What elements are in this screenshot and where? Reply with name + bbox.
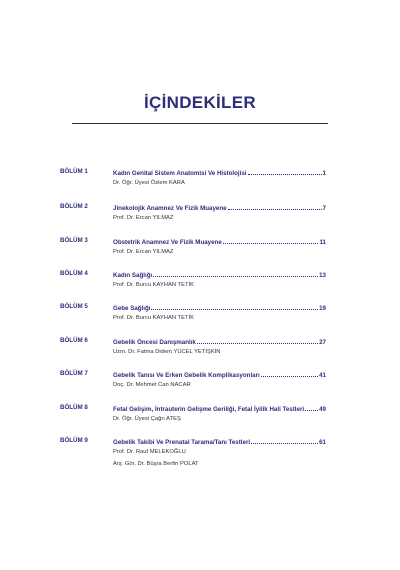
- chapter-title: Gebelik Takibi Ve Prenatal Tarama/Tanı Testleri: [113, 439, 251, 446]
- page-number: 49: [319, 406, 326, 413]
- toc-entry-line[interactable]: [113, 270, 326, 279]
- dot-leader: [197, 343, 318, 344]
- chapter-label: BÖLÜM 4: [60, 270, 88, 277]
- chapter-label: BÖLÜM 5: [60, 303, 88, 310]
- page-title: İÇİNDEKİLER: [144, 93, 256, 112]
- chapter-label: BÖLÜM 3: [60, 237, 88, 244]
- chapter-author: Prof. Dr. Ercan YILMAZ: [113, 249, 174, 255]
- chapter-author: Prof. Dr. Rauf MELEKOĞLU: [113, 449, 186, 455]
- chapter-title: Jinekolojik Anamnez Ve Fizik Muayene: [113, 205, 227, 212]
- dot-leader: [261, 376, 318, 377]
- toc-entry-line[interactable]: [113, 168, 326, 177]
- page-number: 19: [319, 305, 326, 312]
- chapter-title: Gebelik Öncesi Danışmanlık: [113, 339, 196, 346]
- page-number: 41: [319, 372, 326, 379]
- chapter-label: BÖLÜM 8: [60, 404, 88, 411]
- chapter-label: BÖLÜM 1: [60, 168, 88, 175]
- toc-entry-line[interactable]: [113, 303, 326, 312]
- chapter-title: Kadın Sağlığı: [113, 272, 153, 279]
- dot-leader: [248, 174, 322, 175]
- title-divider: [72, 123, 328, 124]
- page-number: 13: [319, 272, 326, 279]
- chapter-author: Dr. Öğr. Üyesi Özlem KARA: [113, 180, 185, 186]
- toc-entry-line[interactable]: [113, 237, 326, 246]
- chapter-label: BÖLÜM 6: [60, 337, 88, 344]
- chapter-label: BÖLÜM 7: [60, 370, 88, 377]
- toc-entry-line[interactable]: [113, 370, 326, 379]
- page-number: 27: [319, 339, 326, 346]
- chapter-title: Gebe Sağlığı: [113, 305, 151, 312]
- toc-entry-line[interactable]: [113, 337, 326, 346]
- dot-leader: [151, 309, 318, 310]
- chapter-title: Obstetrik Anamnez Ve Fizik Muayene: [113, 239, 222, 246]
- chapter-author: Uzm. Dr. Fatma Didem YÜCEL YETİŞKİN: [113, 349, 221, 355]
- chapter-label: BÖLÜM 9: [60, 437, 88, 444]
- dot-leader: [223, 243, 319, 244]
- chapter-label: BÖLÜM 2: [60, 203, 88, 210]
- toc-entry-line[interactable]: [113, 203, 326, 212]
- page-number: 7: [322, 205, 326, 212]
- chapter-title: Kadın Genital Sistem Anatomisi Ve Histolojisi: [113, 170, 247, 177]
- page-number: 1: [322, 170, 326, 177]
- toc-entry-line[interactable]: [113, 404, 326, 413]
- chapter-author: Arş. Gör. Dr. Büşra Berfin POLAT: [113, 461, 199, 467]
- chapter-author: Prof. Dr. Burcu KAYHAN TETİK: [113, 315, 194, 321]
- page-number: 11: [319, 239, 326, 246]
- chapter-title: Fetal Gelişim, İntrauterin Gelişme Geriliği, Fetal İyilik Hali Testleri: [113, 406, 305, 413]
- chapter-author: Prof. Dr. Burcu KAYHAN TETİK: [113, 282, 194, 288]
- page-number: 61: [319, 439, 326, 446]
- chapter-title: Gebelik Tanısı Ve Erken Gebelik Komplikasyonları: [113, 372, 260, 379]
- dot-leader: [251, 443, 318, 444]
- chapter-author: Prof. Dr. Ercan YILMAZ: [113, 215, 174, 221]
- dot-leader: [153, 276, 318, 277]
- dot-leader: [228, 209, 322, 210]
- chapter-author: Doç. Dr. Mehmet Can NACAR: [113, 382, 191, 388]
- chapter-author: Dr. Öğr. Üyesi Çağrı ATEŞ: [113, 416, 181, 422]
- toc-entry-line[interactable]: [113, 437, 326, 446]
- dot-leader: [305, 410, 318, 411]
